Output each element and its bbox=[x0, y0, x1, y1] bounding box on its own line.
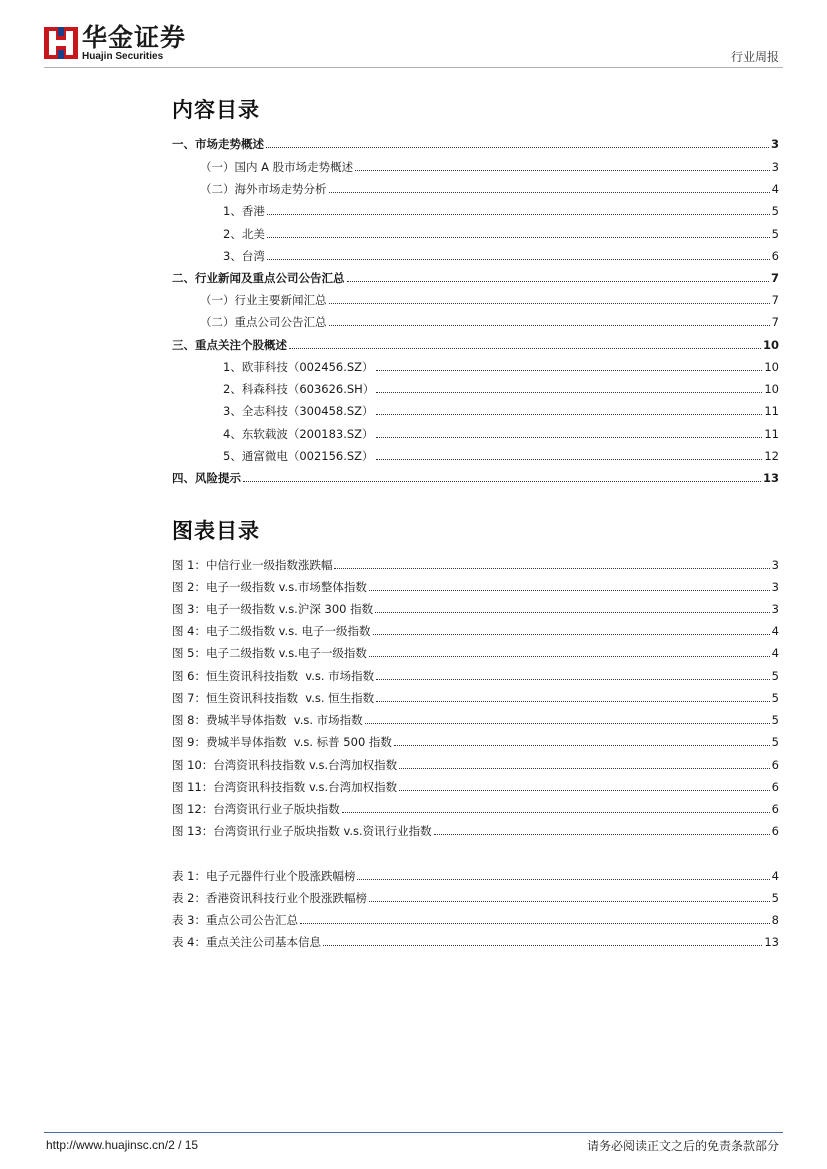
dot-leader bbox=[376, 437, 763, 438]
toc-entry-page: 7 bbox=[770, 271, 779, 285]
toc-entry-page: 5 bbox=[771, 204, 779, 218]
dot-leader bbox=[376, 459, 763, 460]
table-entry-page: 4 bbox=[771, 869, 779, 883]
figure-entry[interactable] bbox=[172, 667, 779, 683]
dot-leader bbox=[266, 147, 769, 148]
toc-entry-text: 1、欧菲科技（002456.SZ） bbox=[223, 360, 374, 374]
figure-entry-page: 5 bbox=[771, 669, 779, 683]
figure-entry-page: 6 bbox=[771, 824, 779, 838]
table-entry-text: 表 1：电子元器件行业个股涨跌幅榜 bbox=[172, 869, 356, 883]
toc-entry-page: 3 bbox=[770, 137, 779, 151]
toc-entry[interactable] bbox=[223, 425, 779, 441]
dot-leader bbox=[334, 568, 769, 569]
figure-entry[interactable] bbox=[172, 622, 779, 638]
toc-entry[interactable] bbox=[172, 269, 779, 285]
toc-entry-text: 三、重点关注个股概述 bbox=[172, 338, 287, 352]
toc-entry-text: （二）重点公司公告汇总 bbox=[200, 315, 327, 329]
toc-entry[interactable] bbox=[172, 469, 779, 485]
toc-entry[interactable] bbox=[200, 158, 779, 174]
dot-leader bbox=[369, 590, 770, 591]
figure-entry-text: 图 1：中信行业一级指数涨跌幅 bbox=[172, 558, 333, 572]
toc-entry-page: 3 bbox=[771, 160, 779, 174]
figure-entry-text: 图 4：电子二级指数 v.s. 电子一级指数 bbox=[172, 624, 371, 638]
figure-entry[interactable] bbox=[172, 822, 779, 838]
toc-entry-page: 13 bbox=[762, 471, 779, 485]
figure-entry[interactable] bbox=[172, 578, 779, 594]
dot-leader bbox=[376, 392, 762, 393]
figure-entry-text: 图 2：电子一级指数 v.s.市场整体指数 bbox=[172, 580, 367, 594]
figure-entry[interactable] bbox=[172, 733, 779, 749]
toc-entry-text: （一）国内 A 股市场走势概述 bbox=[200, 160, 354, 174]
figure-entry-page: 6 bbox=[771, 758, 779, 772]
dot-leader bbox=[267, 237, 770, 238]
figure-entry-page: 3 bbox=[771, 580, 779, 594]
toc-entry-page: 12 bbox=[764, 449, 779, 463]
figure-entry[interactable] bbox=[172, 711, 779, 727]
footer-url-page bbox=[46, 1138, 198, 1152]
toc-entry-text: （一）行业主要新闻汇总 bbox=[200, 293, 327, 307]
toc-entry-text: 2、北美 bbox=[223, 227, 265, 241]
toc-entry-text: 二、行业新闻及重点公司公告汇总 bbox=[172, 271, 345, 285]
dot-leader bbox=[394, 745, 770, 746]
toc-entry-page: 10 bbox=[764, 382, 779, 396]
figure-entry-page: 3 bbox=[771, 558, 779, 572]
brand-name-cn: 华金证券 bbox=[82, 23, 187, 52]
figure-entry-page: 3 bbox=[771, 602, 779, 616]
footer-disclaimer: 请务必阅读正文之后的免责条款部分 bbox=[586, 1139, 779, 1153]
figure-entry-page: 5 bbox=[771, 713, 779, 727]
figure-entry[interactable] bbox=[172, 778, 779, 794]
toc-entry[interactable] bbox=[223, 225, 779, 241]
dot-leader bbox=[243, 481, 761, 482]
dot-leader bbox=[329, 192, 770, 193]
dot-leader bbox=[369, 656, 770, 657]
toc-entry-page: 10 bbox=[764, 360, 779, 374]
toc-entry-page: 4 bbox=[771, 182, 779, 196]
toc-entry-text: 1、香港 bbox=[223, 204, 265, 218]
toc-entry-text: 四、风险提示 bbox=[172, 471, 241, 485]
toc-entry[interactable] bbox=[200, 291, 779, 307]
footer-divider bbox=[44, 1132, 783, 1133]
table-entry-page: 5 bbox=[771, 891, 779, 905]
page-header bbox=[0, 0, 827, 70]
toc-entry-text: 2、科森科技（603626.SH） bbox=[223, 382, 375, 396]
table-entry-text: 表 2：香港资讯科技行业个股涨跌幅榜 bbox=[172, 891, 367, 905]
brand-name-en: Huajin Securities bbox=[82, 51, 164, 62]
toc-entry-page: 6 bbox=[771, 249, 779, 263]
document-type: 行业周报 bbox=[730, 50, 779, 64]
dot-leader bbox=[329, 325, 770, 326]
toc-entry-text: 4、东软载波（200183.SZ） bbox=[223, 427, 374, 441]
dot-leader bbox=[399, 768, 770, 769]
table-entry-page: 8 bbox=[771, 913, 779, 927]
figure-entry-page: 4 bbox=[771, 646, 779, 660]
figure-entry[interactable] bbox=[172, 600, 779, 616]
toc-entry-page: 7 bbox=[771, 315, 779, 329]
figure-entry-text: 图 5：电子二级指数 v.s.电子一级指数 bbox=[172, 646, 367, 660]
toc-entry[interactable] bbox=[223, 358, 779, 374]
figure-entry[interactable] bbox=[172, 644, 779, 660]
toc-title: 内容目录 bbox=[172, 97, 260, 122]
dot-leader bbox=[342, 812, 770, 813]
figure-entry[interactable] bbox=[172, 800, 779, 816]
dot-leader bbox=[376, 370, 763, 371]
table-entry[interactable] bbox=[172, 911, 779, 927]
toc-entry[interactable] bbox=[200, 313, 779, 329]
dot-leader bbox=[300, 923, 770, 924]
figure-entry-text: 图 8：费城半导体指数 v.s. 市场指数 bbox=[172, 713, 363, 727]
dot-leader bbox=[347, 281, 769, 282]
toc-entry[interactable] bbox=[223, 202, 779, 218]
toc-entry[interactable] bbox=[223, 447, 779, 463]
dot-leader bbox=[399, 790, 770, 791]
toc-entry-text: 3、全志科技（300458.SZ） bbox=[223, 404, 374, 418]
toc-entry-page: 11 bbox=[764, 427, 779, 441]
dot-leader bbox=[357, 879, 769, 880]
figure-entry-text: 图 10：台湾资讯科技指数 v.s.台湾加权指数 bbox=[172, 758, 398, 772]
table-entry[interactable] bbox=[172, 867, 779, 883]
table-entry-text: 表 4：重点关注公司基本信息 bbox=[172, 935, 321, 949]
header-divider bbox=[44, 67, 783, 68]
figure-entry[interactable] bbox=[172, 556, 779, 572]
footer-page-info: 2 / 15 bbox=[168, 1138, 199, 1152]
toc-entry[interactable] bbox=[172, 336, 779, 352]
figure-entry-text: 图 9：费城半导体指数 v.s. 标普 500 指数 bbox=[172, 735, 392, 749]
figure-entry-text: 图 6：恒生资讯科技指数 v.s. 市场指数 bbox=[172, 669, 375, 683]
dot-leader bbox=[365, 723, 770, 724]
footer-url[interactable]: http://www.huajinsc.cn/ bbox=[46, 1138, 169, 1152]
toc-entry-page: 10 bbox=[762, 338, 779, 352]
dot-leader bbox=[376, 679, 770, 680]
figure-entry[interactable] bbox=[172, 756, 779, 772]
toc-entry[interactable] bbox=[200, 180, 779, 196]
toc-entry-page: 11 bbox=[764, 404, 779, 418]
figure-entry-page: 6 bbox=[771, 780, 779, 794]
dot-leader bbox=[329, 303, 770, 304]
toc-entry-page: 5 bbox=[771, 227, 779, 241]
figure-entry-text: 图 3：电子一级指数 v.s.沪深 300 指数 bbox=[172, 602, 374, 616]
figure-entry-text: 图 13：台湾资讯行业子版块指数 v.s.资讯行业指数 bbox=[172, 824, 432, 838]
figure-entry-page: 5 bbox=[771, 735, 779, 749]
dot-leader bbox=[267, 214, 770, 215]
table-entry[interactable] bbox=[172, 933, 779, 949]
dot-leader bbox=[376, 414, 763, 415]
toc-entry-text: 5、通富微电（002156.SZ） bbox=[223, 449, 374, 463]
toc-entry[interactable] bbox=[223, 380, 779, 396]
toc-entry-text: （二）海外市场走势分析 bbox=[200, 182, 327, 196]
figure-entry-text: 图 7：恒生资讯科技指数 v.s. 恒生指数 bbox=[172, 691, 375, 705]
toc-entry-text: 一、市场走势概述 bbox=[172, 137, 264, 151]
toc-entry[interactable] bbox=[172, 135, 779, 151]
toc-entry[interactable] bbox=[223, 247, 779, 263]
dot-leader bbox=[323, 945, 762, 946]
table-entry-page: 13 bbox=[764, 935, 779, 949]
figures-title: 图表目录 bbox=[172, 518, 260, 543]
huajin-logo-icon bbox=[44, 27, 78, 59]
dot-leader bbox=[355, 170, 769, 171]
table-entry-text: 表 3：重点公司公告汇总 bbox=[172, 913, 298, 927]
dot-leader bbox=[375, 612, 770, 613]
toc-entry-text: 3、台湾 bbox=[223, 249, 265, 263]
dot-leader bbox=[376, 701, 770, 702]
figure-entry-page: 6 bbox=[771, 802, 779, 816]
toc-entry[interactable] bbox=[223, 402, 779, 418]
dot-leader bbox=[289, 348, 761, 349]
dot-leader bbox=[369, 901, 770, 902]
toc-entry-page: 7 bbox=[771, 293, 779, 307]
table-entry[interactable] bbox=[172, 889, 779, 905]
figure-entry-text: 图 11：台湾资讯科技指数 v.s.台湾加权指数 bbox=[172, 780, 398, 794]
dot-leader bbox=[267, 259, 770, 260]
dot-leader bbox=[434, 834, 770, 835]
figure-entry[interactable] bbox=[172, 689, 779, 705]
figure-entry-page: 4 bbox=[771, 624, 779, 638]
figure-entry-page: 5 bbox=[771, 691, 779, 705]
dot-leader bbox=[373, 634, 770, 635]
figure-entry-text: 图 12：台湾资讯行业子版块指数 bbox=[172, 802, 340, 816]
